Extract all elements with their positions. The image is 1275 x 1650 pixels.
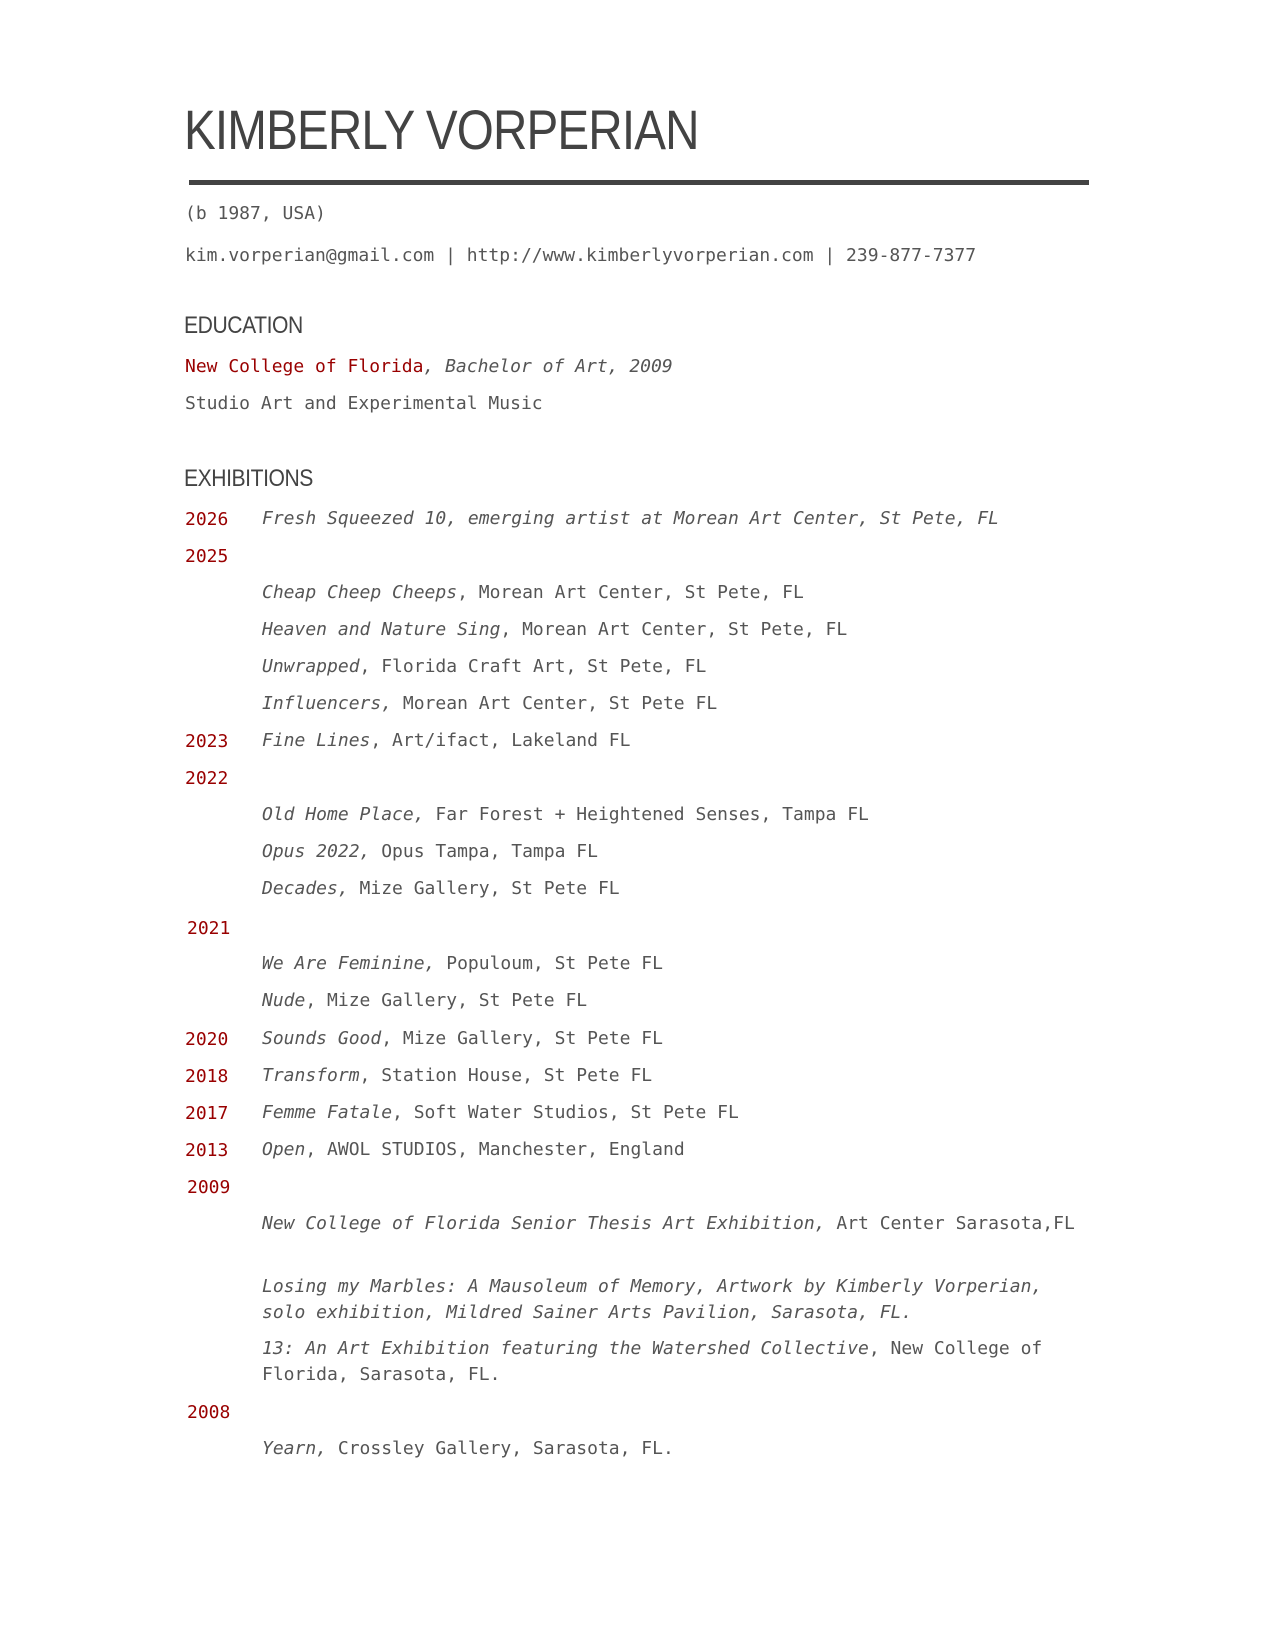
exhibition-venue: Opus Tampa, Tampa FL: [370, 841, 598, 862]
exhibition-title: Femme Fatale: [262, 1102, 393, 1123]
year-label: 2009: [187, 1177, 231, 1198]
exhibition-title: Open: [262, 1139, 306, 1160]
exhibition-title: Cheap Cheep Cheeps: [262, 582, 458, 603]
exhibition-entry: [262, 580, 1092, 606]
exhibition-venue: , Morean Art Center, St Pete, FL: [500, 619, 848, 640]
education-focus: Studio Art and Experimental Music: [185, 393, 543, 414]
exhibition-venue: , Station House, St Pete FL: [359, 1065, 653, 1086]
exhibition-title: Yearn,: [262, 1438, 328, 1459]
exhibition-title: Sounds Good: [262, 1028, 382, 1049]
exhibition-venue: , Morean Art Center, St Pete, FL: [457, 582, 804, 603]
exhibition-venue: , AWOL STUDIOS, Manchester, England: [305, 1139, 685, 1160]
exhibition-entry: [262, 839, 1092, 865]
year-label: 2020: [185, 1029, 229, 1050]
exhibition-title: New College of Florida Senior Thesis Art Exhibition,: [262, 1213, 826, 1234]
exhibition-venue: , Art/ifact, Lakeland FL: [370, 730, 631, 751]
exhibition-entry: [262, 1100, 1092, 1126]
exhibition-title: Old Home Place,: [262, 804, 425, 825]
exhibition-title: We Are Feminine,: [262, 953, 436, 974]
exhibition-entry: [262, 988, 1092, 1014]
year-label: 2017: [185, 1103, 229, 1124]
title-divider: [189, 180, 1089, 185]
school-name: New College of Florida: [185, 356, 424, 377]
year-label: 2022: [185, 768, 229, 789]
exhibition-venue: Crossley Gallery, Sarasota, FL.: [327, 1438, 674, 1459]
year-label: 2008: [187, 1402, 231, 1423]
exhibition-entry: [262, 951, 1092, 977]
year-label: 2021: [187, 918, 231, 939]
exhibition-entry: [262, 617, 1092, 643]
exhibition-venue: Far Forest + Heightened Senses, Tampa FL: [424, 804, 869, 825]
exhibition-entry: [262, 506, 1092, 532]
exhibition-entry: [262, 1436, 1092, 1462]
year-label: 2018: [185, 1066, 229, 1087]
exhibition-title: Fine Lines: [262, 730, 371, 751]
education-heading: EDUCATION: [184, 312, 303, 339]
exhibition-entry: [262, 1211, 1092, 1237]
exhibition-title: Transform: [262, 1065, 360, 1086]
exhibition-entry: [262, 691, 1092, 717]
exhibition-entry: [262, 802, 1092, 828]
exhibition-venue: Populoum, St Pete FL: [435, 953, 663, 974]
exhibition-entry: [262, 1336, 1092, 1388]
exhibition-venue: , Soft Water Studios, St Pete FL: [392, 1102, 739, 1123]
exhibition-entry: [262, 1274, 1092, 1326]
birth-info: (b 1987, USA): [185, 203, 326, 224]
exhibition-entry: [262, 1137, 1092, 1163]
exhibition-entry: [262, 1026, 1092, 1052]
artist-name: KIMBERLY VORPERIAN: [184, 98, 699, 161]
exhibitions-heading: EXHIBITIONS: [184, 465, 313, 492]
exhibition-title: Unwrapped: [262, 656, 360, 677]
exhibition-venue: , Florida Craft Art, St Pete, FL: [359, 656, 707, 677]
exhibition-entry: [262, 728, 1092, 754]
degree-info: , Bachelor of Art, 2009: [423, 356, 673, 377]
exhibition-title: Losing my Marbles: A Mausoleum of Memory, Artwork by Kimberly Vorperian, solo exhibition, Mildred Sainer Arts Pavilion, Sarasota, FL.: [262, 1276, 1043, 1323]
year-label: 2013: [185, 1140, 229, 1161]
exhibition-title: Decades,: [262, 878, 349, 899]
exhibition-title: Influencers,: [262, 693, 393, 714]
exhibition-entry: [262, 654, 1092, 680]
exhibition-entry: [262, 1063, 1092, 1089]
exhibition-venue: Mize Gallery, St Pete FL: [348, 878, 620, 899]
exhibition-title: Nude: [262, 990, 306, 1011]
exhibition-title: 13: An Art Exhibition featuring the Watershed Collective: [262, 1338, 869, 1359]
exhibition-title: Fresh Squeezed 10, emerging artist at Morean Art Center, St Pete, FL: [262, 508, 999, 529]
exhibition-venue: , New College of Florida, Sarasota, FL.: [262, 1338, 1043, 1385]
education-entry: [185, 356, 673, 378]
exhibition-title: Opus 2022,: [262, 841, 371, 862]
contact-info: kim.vorperian@gmail.com | http://www.kimberlyvorperian.com | 239-877-7377: [185, 245, 977, 266]
exhibition-title: Heaven and Nature Sing: [262, 619, 501, 640]
exhibition-venue: , Mize Gallery, St Pete FL: [305, 990, 588, 1011]
year-label: 2025: [185, 546, 229, 567]
exhibition-venue: Art Center Sarasota,FL: [825, 1213, 1075, 1234]
exhibition-venue: Morean Art Center, St Pete FL: [392, 693, 718, 714]
exhibition-venue: , Mize Gallery, St Pete FL: [381, 1028, 663, 1049]
year-label: 2023: [185, 731, 229, 752]
year-label: 2026: [185, 509, 229, 530]
exhibition-entry: [262, 876, 1092, 902]
